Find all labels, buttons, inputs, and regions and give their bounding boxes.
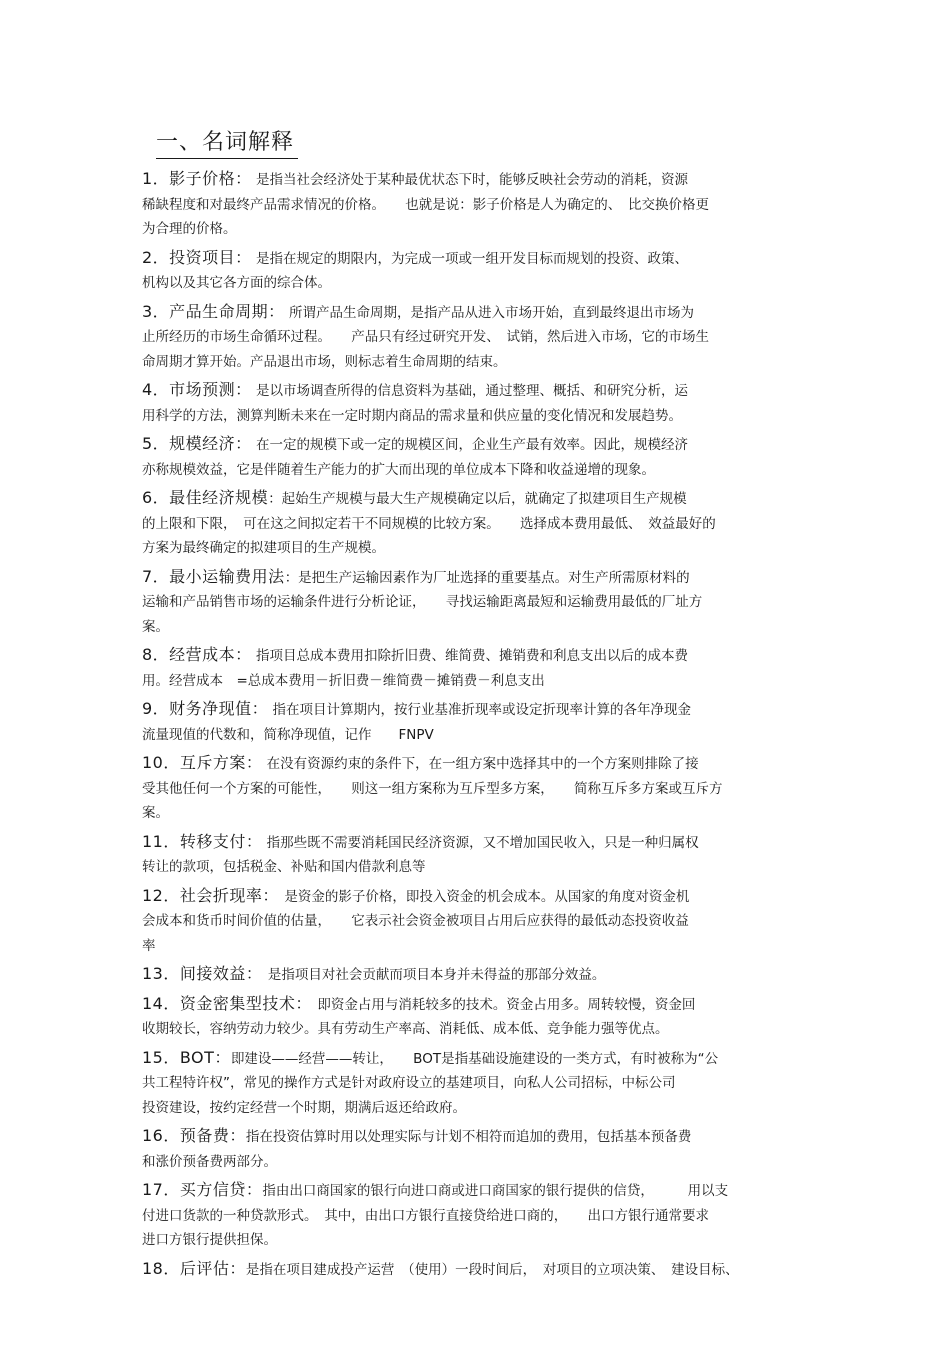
- term-label: 5．规模经济：: [142, 434, 252, 453]
- definition-text: 在没有资源约束的条件下，在一组方案中选择其中的一个方案则排除了接: [262, 756, 699, 772]
- term-label: 16．预备费：: [142, 1126, 246, 1145]
- section-title: 一、名词解释: [156, 128, 298, 159]
- definition-text: 是资金的影子价格，即投入资金的机会成本。从国家的角度对资金机: [270, 888, 690, 905]
- definition-text: 即资金占用与消耗较多的技术。资金占用多。周转较慢，资金回: [303, 996, 696, 1013]
- entry-first-line: [142, 992, 807, 1018]
- entry-first-line: [142, 167, 807, 193]
- entry-first-line: [142, 697, 807, 723]
- definition-text: 是指在项目建成投产运营 （使用）一段时间后， 对项目的立项决策、 建设目标、: [245, 1261, 739, 1278]
- glossary-entry: [142, 1046, 807, 1121]
- definition-text: 指在投资估算时用以处理实际与计划不相符而追加的费用，包括基本预备费: [245, 1129, 692, 1145]
- entry-continuation-line: [142, 350, 807, 375]
- glossary-entry: [142, 432, 807, 482]
- entry-first-line: [142, 1124, 807, 1150]
- entry-continuation-line: [142, 615, 807, 640]
- definition-text: 共工程特许权”，常见的操作方式是针对政府设立的基建项目，向私人公司招标，中标公司: [142, 1075, 676, 1091]
- term-label: 8．经营成本：: [142, 645, 252, 664]
- entry-continuation-line: [142, 1096, 807, 1121]
- entry-continuation-line: [142, 325, 807, 350]
- entry-first-line: [142, 962, 807, 988]
- definition-text: 会成本和货币时间价值的估量， 它表示社会资金被项目占用后应获得的最低动态投资收益: [142, 913, 689, 929]
- definition-text: 受其他任何一个方案的可能性， 则这一组方案称为互斥型多方案， 简称互斥多方案或互斥方: [142, 780, 723, 797]
- definition-text: 机构以及其它各方面的综合体。: [142, 275, 331, 291]
- definition-text: 是指在规定的期限内，为完成一项或一组开发目标而规划的投资、政策、: [251, 250, 688, 267]
- entry-first-line: [142, 1257, 807, 1283]
- definition-text: 投资建设，按约定经营一个时期，期满后返还给政府。: [142, 1099, 466, 1116]
- glossary-entry: [142, 643, 807, 693]
- entry-first-line: [142, 1178, 807, 1204]
- entry-continuation-line: [142, 271, 807, 296]
- entry-continuation-line: [142, 512, 807, 537]
- definition-text: 指在项目计算期内，按行业基准折现率或设定折现率计算的各年净现金: [268, 702, 691, 718]
- glossary-entry: [142, 167, 807, 242]
- definition-text: 运输和产品销售市场的运输条件进行分析论证， 寻找运输距离最短和运输费用最低的厂址方: [142, 594, 703, 610]
- glossary-entry: [142, 300, 807, 375]
- term-label: 4．市场预测：: [142, 380, 252, 399]
- entry-first-line: [142, 751, 807, 777]
- term-label: 12．社会折现率：: [142, 885, 271, 905]
- entry-continuation-line: [142, 1204, 807, 1229]
- entry-continuation-line: [142, 536, 807, 561]
- entry-continuation-line: [142, 217, 807, 242]
- entry-continuation-line: [142, 458, 807, 483]
- glossary-entry: [142, 697, 807, 747]
- term-label: 10．互斥方案：: [142, 753, 263, 772]
- term-label: 9．财务净现值：: [142, 699, 269, 718]
- definition-text: 是指当社会经济处于某种最优状态下时，能够反映社会劳动的消耗，资源: [251, 172, 688, 188]
- definition-text: 止所经历的市场生命循环过程。 产品只有经过研究开发、 试销，然后进入市场，它的市场生: [142, 329, 709, 345]
- definition-text: 案。: [142, 618, 169, 635]
- definition-text: 为合理的价格。: [142, 221, 237, 237]
- term-label: 13．间接效益：: [142, 964, 255, 983]
- glossary-entry: [142, 1124, 807, 1174]
- entry-continuation-line: [142, 1228, 807, 1253]
- definition-text: 是以市场调查所得的信息资料为基础，通过整理、概括、和研究分析，运: [251, 383, 688, 399]
- definition-text: 转让的款项，包括税金、补贴和国内借款利息等: [142, 859, 426, 875]
- entry-continuation-line: [142, 934, 807, 959]
- entry-continuation-line: [142, 193, 807, 218]
- glossary-entry: [142, 378, 807, 428]
- definition-text: ：是把生产运输因素作为厂址选择的重要基点。对生产所需原材料的: [284, 569, 690, 586]
- glossary-entry: [142, 1178, 807, 1253]
- entry-continuation-line: [142, 404, 807, 429]
- entry-continuation-line: [142, 1017, 807, 1042]
- definition-text: 率: [142, 937, 156, 954]
- entry-first-line: [142, 378, 807, 404]
- glossary-entry: [142, 962, 807, 988]
- entry-first-line: [142, 830, 807, 856]
- glossary-entry: [142, 751, 807, 826]
- term-label: 3．产品生命周期：: [142, 301, 285, 321]
- definition-text: 方案为最终确定的拟建项目的生产规模。: [142, 540, 385, 556]
- definition-text: 稀缺程度和对最终产品需求情况的价格。 也就是说：影子价格是人为确定的、 比交换价格更: [142, 196, 709, 213]
- entry-first-line: [142, 884, 807, 910]
- glossary-entry: [142, 486, 807, 561]
- entry-continuation-line: [142, 801, 807, 826]
- definition-text: 和涨价预备费两部分。: [142, 1153, 277, 1170]
- term-label: 18．后评估：: [142, 1258, 246, 1278]
- entry-continuation-line: [142, 777, 807, 802]
- definition-text: 用科学的方法，测算判断未来在一定时期内商品的需求量和供应量的变化情况和发展趋势。: [142, 407, 682, 424]
- term-label: 14．资金密集型技术：: [142, 993, 304, 1013]
- definition-text: ：起始生产规模与最大生产规模确定以后，就确定了拟建项目生产规模: [268, 491, 687, 507]
- entry-first-line: [142, 246, 807, 272]
- definition-text: 是指项目对社会贡献而项目本身并未得益的那部分效益。: [254, 967, 606, 983]
- definition-text: 所谓产品生命周期，是指产品从进入市场开始，直到最终退出市场为: [284, 304, 694, 321]
- definition-text: 收期较长，容纳劳动力较少。具有劳动生产率高、消耗低、成本低、竞争能力强等优点。: [142, 1021, 669, 1037]
- term-label: 11．转移支付：: [142, 831, 263, 851]
- entry-first-line: [142, 300, 807, 326]
- glossary-entry: [142, 565, 807, 640]
- entry-continuation-line: [142, 1071, 807, 1096]
- term-label: 6．最佳经济规模: [142, 488, 269, 507]
- entry-first-line: [142, 643, 807, 669]
- definition-text: 指由出口商国家的银行向进口商或进口商国家的银行提供的信贷， 用以支: [262, 1183, 729, 1199]
- term-label: 7．最小运输费用法: [142, 566, 285, 586]
- term-label: 17．买方信贷：: [142, 1180, 263, 1199]
- entry-first-line: [142, 565, 807, 591]
- definition-text: 即建设——经营——转让， BOT是指基础设施建设的一类方式，有时被称为“公: [230, 1050, 719, 1067]
- entry-continuation-line: [142, 723, 807, 748]
- entry-first-line: [142, 1046, 807, 1072]
- entry-continuation-line: [142, 669, 807, 694]
- definition-text: 案。: [142, 805, 169, 821]
- definition-text: 亦称规模效益，它是伴随着生产能力的扩大而出现的单位成本下降和收益递增的现象。: [142, 461, 655, 478]
- entry-continuation-line: [142, 590, 807, 615]
- glossary-entry: [142, 246, 807, 296]
- term-label: 1．影子价格：: [142, 169, 252, 188]
- glossary-entry: [142, 992, 807, 1042]
- definition-text: 流量现值的代数和，简称净现值，记作 FNPV: [142, 726, 434, 743]
- term-label: 15．BOT：: [142, 1047, 231, 1067]
- glossary-entry: [142, 830, 807, 880]
- glossary-entry: [142, 1257, 807, 1283]
- entry-first-line: [142, 486, 807, 512]
- glossary-entry: [142, 884, 807, 959]
- entry-continuation-line: [142, 1150, 807, 1175]
- definition-text: 指项目总成本费用扣除折旧费、维简费、摊销费和利息支出以后的成本费: [251, 648, 688, 664]
- document-page: [142, 128, 807, 1286]
- definition-text: 在一定的规模下或一定的规模区间，企业生产最有效率。因此，规模经济: [251, 437, 688, 453]
- term-label: 2．投资项目：: [142, 247, 252, 267]
- definition-text: 付进口货款的一种贷款形式。 其中，由出口方银行直接贷给进口商的， 出口方银行通常要求: [142, 1207, 709, 1224]
- entry-continuation-line: [142, 855, 807, 880]
- definition-text: 的上限和下限， 可在这之间拟定若干不同规模的比较方案。 选择成本费用最低、 效益最好的: [142, 515, 716, 532]
- definition-text: 命周期才算开始。产品退出市场，则标志着生命周期的结束。: [142, 353, 507, 370]
- entry-first-line: [142, 432, 807, 458]
- definition-text: 进口方银行提供担保。: [142, 1232, 277, 1248]
- glossary-list: [142, 167, 807, 1282]
- definition-text: 指那些既不需要消耗国民经济资源，又不增加国民收入，只是一种归属权: [262, 834, 699, 851]
- entry-continuation-line: [142, 909, 807, 934]
- definition-text: 用。经营成本 =总成本费用－折旧费－维简费－摊销费－利息支出: [142, 672, 545, 689]
